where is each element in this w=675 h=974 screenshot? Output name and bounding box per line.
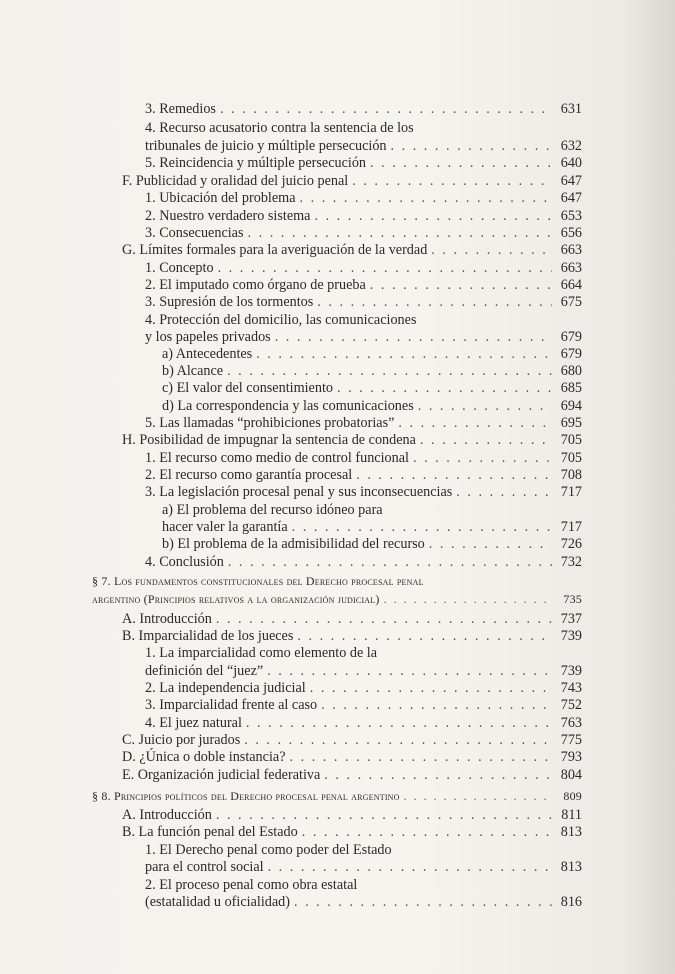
- toc-entry-label: 5. Reincidencia y múltiple persecución: [145, 155, 367, 171]
- toc-entry: [122, 767, 582, 784]
- toc-page-number: 717: [560, 484, 582, 500]
- toc-page-number: 647: [560, 190, 582, 206]
- toc-entry: [145, 120, 582, 137]
- toc-leader-dots: [398, 415, 552, 432]
- toc-leader-dots: [456, 484, 552, 501]
- toc-entry: [162, 519, 582, 536]
- toc-entry-label: B. Imparcialidad de los jueces: [122, 628, 294, 644]
- toc-entry: [122, 807, 582, 824]
- toc-entry-label: 1. Ubicación del problema: [145, 190, 296, 206]
- toc-entry-label: d) La correspondencia y las comunicaciones: [162, 398, 414, 414]
- toc-leader-dots: [216, 611, 552, 628]
- toc-entry: [145, 859, 582, 876]
- toc-page-number: 735: [563, 592, 582, 606]
- toc-leader-dots: [356, 467, 552, 484]
- toc-leader-dots: [216, 807, 552, 824]
- toc-entry-label: c) El valor del consentimiento: [162, 380, 333, 396]
- toc-entry: [145, 155, 582, 172]
- toc-leader-dots: [391, 138, 552, 155]
- toc-entry-label: 1. Concepto: [145, 260, 214, 276]
- toc-page-number: 631: [560, 101, 582, 117]
- toc-entry-label: A. Introducción: [122, 807, 212, 823]
- toc-leader-dots: [290, 749, 553, 766]
- toc-leader-dots: [275, 329, 552, 346]
- toc-entry-label: 1. El Derecho penal como poder del Estado: [145, 842, 392, 858]
- toc-entry-label: hacer valer la garantía: [162, 519, 288, 535]
- toc-page-number: 763: [560, 715, 582, 731]
- toc-entry-label: 3. Imparcialidad frente al caso: [145, 697, 318, 713]
- toc-page-number: 632: [560, 138, 582, 154]
- toc-entry: [162, 363, 582, 380]
- toc-entry: [145, 894, 582, 911]
- toc-leader-dots: [300, 190, 553, 207]
- toc-entry-label: B. La función penal del Estado: [122, 824, 298, 840]
- toc-page-number: 680: [560, 363, 582, 379]
- toc-page-number: 695: [560, 415, 582, 431]
- toc-entry-label: H. Posibilidad de impugnar la sentencia de condena: [122, 432, 416, 448]
- toc-entry: [145, 225, 582, 242]
- toc-page-number: 726: [560, 536, 582, 552]
- toc-page-number: 752: [560, 697, 582, 713]
- toc-leader-dots: [218, 260, 552, 277]
- toc-leader-dots: [317, 294, 552, 311]
- toc-entry-label: a) Antecedentes: [162, 346, 253, 362]
- toc-leader-dots: [256, 346, 552, 363]
- toc-entry-label: F. Publicidad y oralidad del juicio penal: [122, 173, 349, 189]
- toc-entry: [145, 312, 582, 329]
- toc-entry-label: definición del “juez”: [145, 663, 264, 679]
- toc-page-number: 737: [560, 611, 582, 627]
- toc-page-number: 813: [560, 859, 582, 875]
- toc-entry: [145, 294, 582, 311]
- toc-leader-dots: [268, 859, 552, 876]
- toc-entry: [145, 697, 582, 714]
- toc-entry: [145, 450, 582, 467]
- toc-page-number: 656: [560, 225, 582, 241]
- toc-entry-label: para el control social: [145, 859, 264, 875]
- toc-page-number: 685: [560, 380, 582, 396]
- toc-entry-label: 3. Supresión de los tormentos: [145, 294, 314, 310]
- toc-entry-label: tribunales de juicio y múltiple persecución: [145, 138, 387, 154]
- toc-entry-label: 4. Recurso acusatorio contra la sentencia de los: [145, 120, 414, 136]
- toc-entry: [145, 842, 582, 859]
- toc-page-number: 775: [560, 732, 582, 748]
- toc-entry-label: E. Organización judicial federativa: [122, 767, 321, 783]
- toc-page-number: 739: [560, 663, 582, 679]
- toc-leader-dots: [370, 155, 552, 172]
- toc-page-number: 816: [560, 894, 582, 910]
- toc-page-number: 705: [560, 432, 582, 448]
- toc-page-number: 640: [560, 155, 582, 171]
- toc-entry: [122, 611, 582, 628]
- toc-page-number: 732: [560, 554, 582, 570]
- toc-entry-label: 1. El recurso como medio de control funcional: [145, 450, 409, 466]
- toc-page-number: 679: [560, 346, 582, 362]
- toc-page-number: 708: [560, 467, 582, 483]
- toc-leader-dots: [292, 519, 552, 536]
- toc-entry: [122, 432, 582, 449]
- toc-leader-dots: [314, 208, 552, 225]
- toc-entry: [145, 715, 582, 732]
- toc-leader-dots: [267, 663, 552, 680]
- toc-entry-label: 1. La imparcialidad como elemento de la: [145, 645, 378, 661]
- toc-entry: [92, 573, 582, 590]
- toc-entry-label: 5. Las llamadas “prohibiciones probatorias”: [145, 415, 395, 431]
- toc-entry: [122, 173, 582, 190]
- toc-entry: [145, 680, 582, 697]
- toc-entry-label: a) El problema del recurso idóneo para: [162, 502, 383, 518]
- toc-page-number: 811: [561, 807, 582, 823]
- toc-entry: [145, 645, 582, 662]
- toc-entry: [122, 824, 582, 841]
- toc-leader-dots: [420, 432, 552, 449]
- toc-leader-dots: [413, 450, 552, 467]
- toc-leader-dots: [404, 788, 552, 805]
- toc-page-number: 675: [560, 294, 582, 310]
- toc-leader-dots: [294, 894, 552, 911]
- toc-leader-dots: [431, 242, 552, 259]
- toc-page-number: 804: [560, 767, 582, 783]
- toc-leader-dots: [384, 591, 552, 608]
- toc-entry-label: 2. El proceso penal como obra estatal: [145, 877, 358, 893]
- toc-entry: [145, 663, 582, 680]
- toc-page-number: 663: [560, 242, 582, 258]
- toc-leader-dots: [321, 697, 552, 714]
- toc-leader-dots: [246, 715, 552, 732]
- toc-page-number: 653: [560, 208, 582, 224]
- toc-entry-label: 2. El imputado como órgano de prueba: [145, 277, 366, 293]
- toc-entry: [162, 346, 582, 363]
- toc-page-number: 647: [560, 173, 582, 189]
- toc-leader-dots: [418, 398, 552, 415]
- toc-entry: [145, 554, 582, 571]
- toc-page-number: 743: [560, 680, 582, 696]
- toc-leader-dots: [429, 536, 552, 553]
- toc-entry: [162, 502, 582, 519]
- toc-entry-label: b) El problema de la admisibilidad del recurso: [162, 536, 425, 552]
- toc-leader-dots: [227, 363, 552, 380]
- toc-entry-label: 3. Consecuencias: [145, 225, 244, 241]
- toc-entry: [145, 877, 582, 894]
- toc-entry: [122, 749, 582, 766]
- toc-entry: [145, 190, 582, 207]
- toc-entry-label: argentino (Principios relativos a la organización judicial): [92, 592, 380, 606]
- toc-entry: [145, 467, 582, 484]
- toc-leader-dots: [248, 225, 553, 242]
- toc-entry-label: A. Introducción: [122, 611, 212, 627]
- toc-entry: [145, 484, 582, 501]
- toc-entry-label: 4. Protección del domicilio, las comunicaciones: [145, 312, 417, 328]
- toc-page-number: 705: [560, 450, 582, 466]
- toc-entry: [122, 628, 582, 645]
- toc-page-number: 663: [560, 260, 582, 276]
- toc-leader-dots: [324, 767, 552, 784]
- toc-page-number: 664: [560, 277, 582, 293]
- toc-entry-label: § 7. Los fundamentos constitucionales del Derecho procesal penal: [92, 574, 424, 588]
- toc-entry: [145, 101, 582, 118]
- toc-page-number: 679: [560, 329, 582, 345]
- toc-entry-label: 3. La legislación procesal penal y sus inconsecuencias: [145, 484, 453, 500]
- toc-page-number: 694: [560, 398, 582, 414]
- toc-entry-label: C. Juicio por jurados: [122, 732, 241, 748]
- toc-entry: [122, 732, 582, 749]
- toc-entry: [162, 380, 582, 397]
- toc-leader-dots: [228, 554, 552, 571]
- toc-page-number: 813: [560, 824, 582, 840]
- toc-entry: [162, 398, 582, 415]
- toc-entry: [145, 260, 582, 277]
- toc-entry: [92, 788, 582, 805]
- toc-page-number: 793: [560, 749, 582, 765]
- toc-entry: [92, 591, 582, 608]
- toc-leader-dots: [220, 101, 552, 118]
- toc-leader-dots: [302, 824, 552, 841]
- toc-leader-dots: [244, 732, 552, 749]
- toc-leader-dots: [337, 380, 552, 397]
- toc-page-number: 717: [560, 519, 582, 535]
- toc-leader-dots: [297, 628, 552, 645]
- toc-entry-label: 4. El juez natural: [145, 715, 242, 731]
- toc-entry-label: D. ¿Única o doble instancia?: [122, 749, 286, 765]
- toc-entry-label: 3. Remedios: [145, 101, 216, 117]
- toc-entry: [145, 208, 582, 225]
- toc-entry: [145, 138, 582, 155]
- toc-entry: [122, 242, 582, 259]
- toc-entry: [145, 415, 582, 432]
- toc-entry: [145, 329, 582, 346]
- toc-entry-label: 2. La independencia judicial: [145, 680, 306, 696]
- toc-entry-label: 2. El recurso como garantía procesal: [145, 467, 353, 483]
- toc-entry-label: G. Límites formales para la averiguación de la verdad: [122, 242, 428, 258]
- toc-leader-dots: [370, 277, 552, 294]
- toc-entry: [145, 277, 582, 294]
- toc-leader-dots: [310, 680, 552, 697]
- toc-entry-label: (estatalidad u oficialidad): [145, 894, 290, 910]
- toc-page-number: 739: [560, 628, 582, 644]
- toc-entry-label: § 8. Principios políticos del Derecho procesal penal argentino: [92, 789, 400, 803]
- toc-entry-label: 4. Conclusión: [145, 554, 224, 570]
- toc-leader-dots: [352, 173, 552, 190]
- toc-entry-label: y los papeles privados: [145, 329, 271, 345]
- toc-entry: [162, 536, 582, 553]
- toc-entry-label: 2. Nuestro verdadero sistema: [145, 208, 311, 224]
- toc-page-number: 809: [563, 789, 582, 803]
- toc-entry-label: b) Alcance: [162, 363, 224, 379]
